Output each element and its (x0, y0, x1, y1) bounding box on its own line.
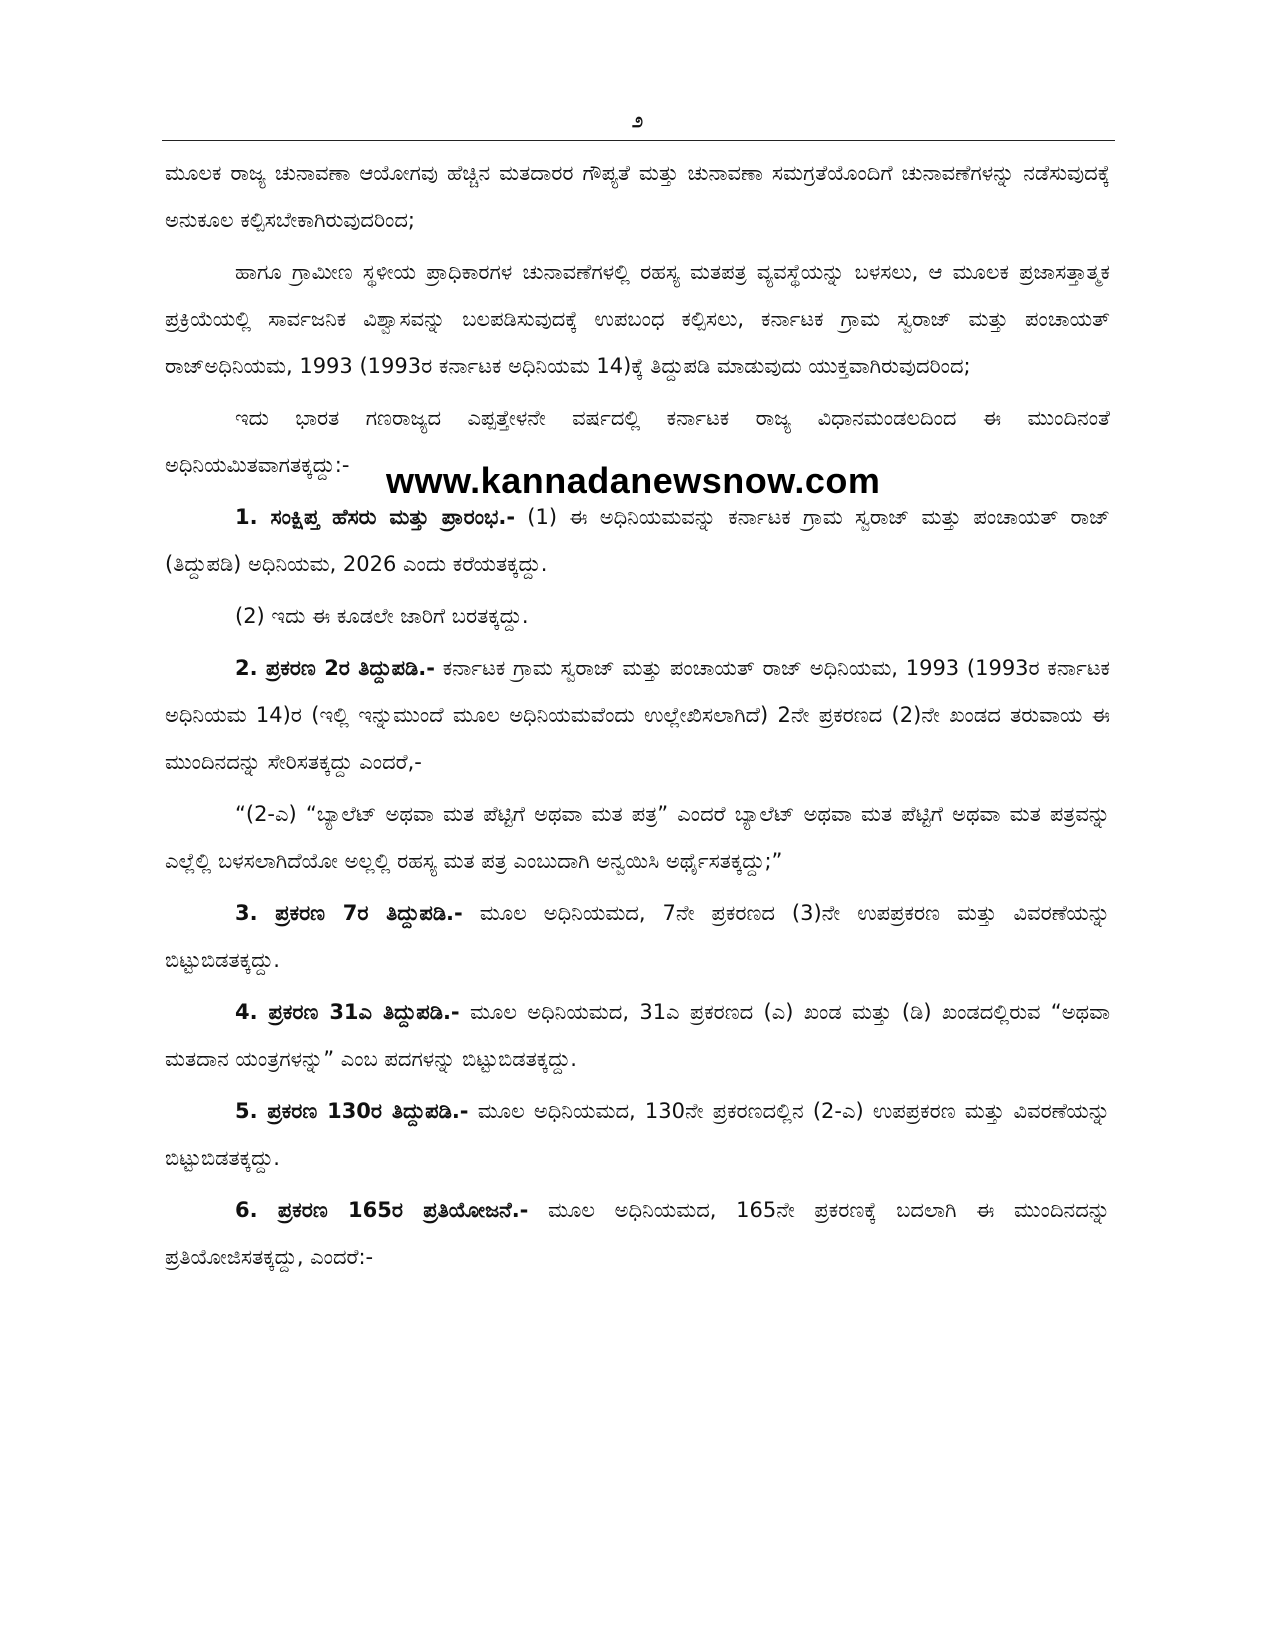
section-3 (165, 890, 1110, 984)
header-rule (162, 140, 1115, 141)
section-6-text: ಮೂಲ ಅಧಿನಿಯಮದ, 165ನೇ ಪ್ರಕರಣಕ್ಕೆ ಬದಲಾಗಿ ಈ ಮುಂದಿನದನ್ನು ಪ್ರತಿಯೋಜಿಸತಕ್ಕದ್ದು, ಎಂದರೆ:- (165, 1198, 1110, 1269)
section-4-heading: 4. ಪ್ರಕರಣ 31ಎ ತಿದ್ದುಪಡಿ.- (235, 1000, 460, 1024)
page-number: ೨ (631, 108, 644, 132)
paragraph-preamble: ಹಾಗೂ ಗ್ರಾಮೀಣ ಸ್ಥಳೀಯ ಪ್ರಾಧಿಕಾರಗಳ ಚುನಾವಣೆಗಳಲ್ಲಿ ರಹಸ್ಯ ಮತಪತ್ರ ವ್ಯವಸ್ಥೆಯನ್ನು ಬಳಸಲು, ಆ ಮೂಲಕ ಪ್ರಜಾಸತ್ತಾತ್ಮಕ ಪ್ರಕ್ರಿಯೆಯಲ್ಲಿ ಸಾರ್ವಜನಿಕ ವಿಶ್ವಾಸವನ್ನು ಬಲಪಡಿಸುವುದಕ್ಕೆ ಉಪಬಂಧ ಕಲ್ಪಿಸಲು, ಕರ್ನಾಟಕ ಗ್ರಾಮ ಸ್ವರಾಜ್ ಮತ್ತು ಪಂಚಾಯತ್ ರಾಜ್ಅಧಿನಿಯಮ, 1993 (1993ರ ಕರ್ನಾಟಕ ಅಧಿನಿಯಮ 14)ಕ್ಕೆ ತಿದ್ದುಪಡಿ ಮಾಡುವುದು ಯುಕ್ತವಾಗಿರುವುದರಿಂದ; (165, 260, 1110, 378)
section-2-inserted-clause: “(2-ಎ) “ಬ್ಯಾಲೆಟ್ ಅಥವಾ ಮತ ಪೆಟ್ಟಿಗೆ ಅಥವಾ ಮತ ಪತ್ರ” ಎಂದರೆ ಬ್ಯಾಲೆಟ್ ಅಥವಾ ಮತ ಪೆಟ್ಟಿಗೆ ಅಥವಾ ಮತ ಪತ್ರವನ್ನು ಎಲ್ಲೆಲ್ಲಿ ಬಳಸಲಾಗಿದೆಯೋ ಅಲ್ಲಲ್ಲಿ ರಹಸ್ಯ ಮತ ಪತ್ರ ಎಂಬುದಾಗಿ ಅನ್ವಯಿಸಿ ಅರ್ಥೈಸತಕ್ಕದ್ದು;” (165, 802, 1110, 873)
section-4-text: ಮೂಲ ಅಧಿನಿಯಮದ, 31ಎ ಪ್ರಕರಣದ (ಎ) ಖಂಡ ಮತ್ತು (ಡಿ) ಖಂಡದಲ್ಲಿರುವ “ಅಥವಾ ಮತದಾನ ಯಂತ್ರಗಳನ್ನು” ಎಂಬ ಪದಗಳನ್ನು ಬಿಟ್ಟುಬಿಡತಕ್ಕದ್ದು. (165, 1000, 1110, 1071)
section-2 (165, 645, 1110, 786)
section-2-text: ಕರ್ನಾಟಕ ಗ್ರಾಮ ಸ್ವರಾಜ್ ಮತ್ತು ಪಂಚಾಯತ್ ರಾಜ್ ಅಧಿನಿಯಮ, 1993 (1993ರ ಕರ್ನಾಟಕ ಅಧಿನಿಯಮ 14)ರ (ಇಲ್ಲಿ ಇನ್ನುಮುಂದೆ ಮೂಲ ಅಧಿನಿಯಮವೆಂದು ಉಲ್ಲೇಖಿಸಲಾಗಿದೆ) 2ನೇ ಪ್ರಕರಣದ (2)ನೇ ಖಂಡದ ತರುವಾಯ ಈ ಮುಂದಿನದನ್ನು ಸೇರಿಸತಕ್ಕದ್ದು ಎಂದರೆ,- (165, 656, 1110, 774)
section-5-heading: 5. ಪ್ರಕರಣ 130ರ ತಿದ್ದುಪಡಿ.- (235, 1099, 469, 1123)
section-1 (165, 494, 1110, 588)
section-4 (165, 989, 1110, 1083)
section-1-text: (1) ಈ ಅಧಿನಿಯಮವನ್ನು ಕರ್ನಾಟಕ ಗ್ರಾಮ ಸ್ವರಾಜ್ ಮತ್ತು ಪಂಚಾಯತ್ ರಾಜ್ (ತಿದ್ದುಪಡಿ) ಅಧಿನಿಯಮ, 2026 ಎಂದು ಕರೆಯತಕ್ಕದ್ದು. (165, 505, 1110, 576)
document-body (165, 150, 1110, 1281)
section-3-text: ಮೂಲ ಅಧಿನಿಯಮದ, 7ನೇ ಪ್ರಕರಣದ (3)ನೇ ಉಪಪ್ರಕರಣ ಮತ್ತು ವಿವರಣೆಯನ್ನು ಬಿಟ್ಟುಬಿಡತಕ್ಕದ್ದು. (165, 901, 1110, 972)
paragraph-continuation: ಮೂಲಕ ರಾಜ್ಯ ಚುನಾವಣಾ ಆಯೋಗವು ಹೆಚ್ಚಿನ ಮತದಾರರ ಗೌಪ್ಯತೆ ಮತ್ತು ಚುನಾವಣಾ ಸಮಗ್ರತೆಯೊಂದಿಗೆ ಚುನಾವಣೆಗಳನ್ನು ನಡೆಸುವುದಕ್ಕೆ ಅನುಕೂಲ ಕಲ್ಪಿಸಬೇಕಾಗಿರುವುದರಿಂದ; (165, 161, 1110, 232)
section-5-text: ಮೂಲ ಅಧಿನಿಯಮದ, 130ನೇ ಪ್ರಕರಣದಲ್ಲಿನ (2-ಎ) ಉಪಪ್ರಕರಣ ಮತ್ತು ವಿವರಣೆಯನ್ನು ಬಿಟ್ಟುಬಿಡತಕ್ಕದ್ದು. (165, 1099, 1110, 1170)
section-3-heading: 3. ಪ್ರಕರಣ 7ರ ತಿದ್ದುಪಡಿ.- (235, 901, 463, 925)
section-6-heading: 6. ಪ್ರಕರಣ 165ರ ಪ್ರತಿಯೋಜನೆ.- (235, 1198, 529, 1222)
section-6 (165, 1187, 1110, 1281)
watermark-url: www.kannadanewsnow.com (380, 460, 886, 502)
section-1-subsection-2: (2) ಇದು ಈ ಕೂಡಲೇ ಜಾರಿಗೆ ಬರತಕ್ಕದ್ದು. (235, 604, 529, 628)
section-1-heading: 1. ಸಂಕ್ಷಿಪ್ತ ಹೆಸರು ಮತ್ತು ಪ್ರಾರಂಭ.- (235, 505, 516, 529)
section-5 (165, 1088, 1110, 1182)
paragraph-enactment: ಇದು ಭಾರತ ಗಣರಾಜ್ಯದ ಎಪ್ಪತ್ತೇಳನೇ ವರ್ಷದಲ್ಲಿ ಕರ್ನಾಟಕ ರಾಜ್ಯ ವಿಧಾನಮಂಡಲದಿಂದ ಈ ಮುಂದಿನಂತೆ ಅಧಿನಿಯಮಿತವಾಗತಕ್ಕದ್ದು:- (165, 406, 1110, 477)
section-2-heading: 2. ಪ್ರಕರಣ 2ರ ತಿದ್ದುಪಡಿ.- (235, 656, 435, 680)
